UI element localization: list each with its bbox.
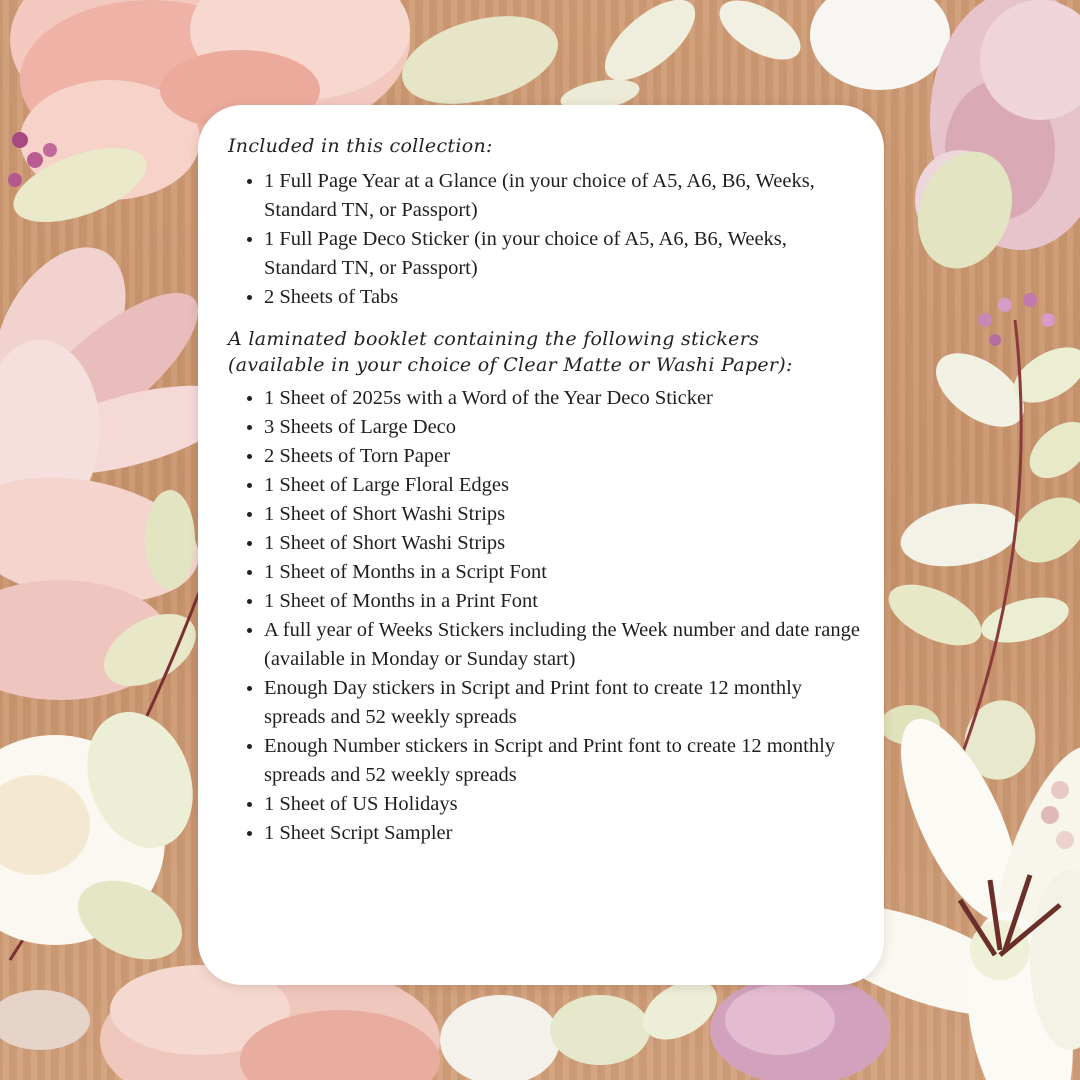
white-rose-bottom-left — [0, 697, 211, 975]
list-item: 1 Sheet of 2025s with a Word of the Year Deco Sticker — [264, 384, 860, 413]
list-item: 1 Sheet of Months in a Print Font — [264, 587, 860, 616]
list-item: 1 Sheet Script Sampler — [264, 819, 860, 848]
info-card — [198, 105, 884, 985]
list-item: 1 Full Page Deco Sticker (in your choice of A5, A6, B6, Weeks, Standard TN, or Passport) — [264, 225, 860, 283]
list-item: Enough Day stickers in Script and Print font to create 12 monthly spreads and 52 weekly spreads — [264, 674, 860, 732]
list-item: A full year of Weeks Stickers including the Week number and date range (available in Monday or Sunday start) — [264, 616, 860, 674]
section2-heading: A laminated booklet containing the following stickers (available in your choice of Clear Matte or Washi Paper): — [228, 328, 793, 376]
section1-heading: Included in this collection: — [228, 135, 493, 157]
list-item: 1 Sheet of Short Washi Strips — [264, 500, 860, 529]
list-item: 1 Sheet of Short Washi Strips — [264, 529, 860, 558]
leaves-top — [392, 0, 810, 119]
list-item: 1 Full Page Year at a Glance (in your choice of A5, A6, B6, Weeks, Standard TN, or Passport) — [264, 167, 860, 225]
section2-list — [228, 384, 860, 848]
section1-list — [228, 167, 860, 312]
list-item: 1 Sheet of Months in a Script Font — [264, 558, 860, 587]
list-item: Enough Number stickers in Script and Print font to create 12 monthly spreads and 52 weekly spreads — [264, 732, 860, 790]
list-item: 2 Sheets of Tabs — [264, 283, 860, 312]
list-item: 1 Sheet of Large Floral Edges — [264, 471, 860, 500]
list-item: 2 Sheets of Torn Paper — [264, 442, 860, 471]
list-item: 3 Sheets of Large Deco — [264, 413, 860, 442]
list-item: 1 Sheet of US Holidays — [264, 790, 860, 819]
